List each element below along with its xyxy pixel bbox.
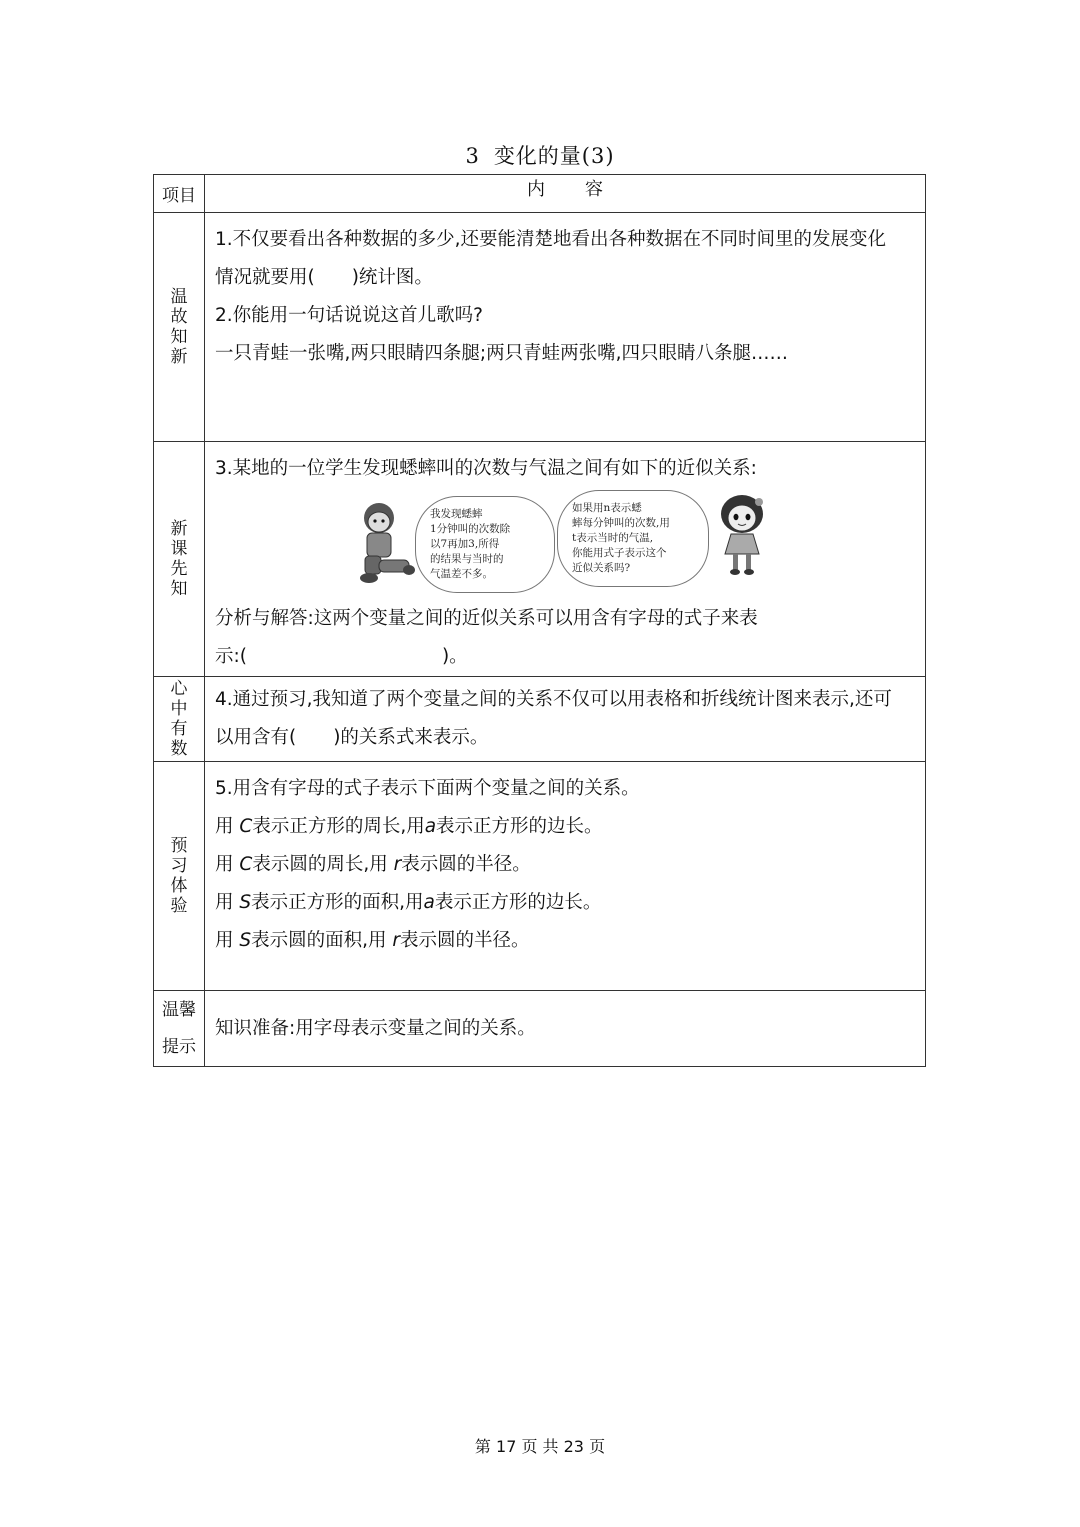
insight-line-1: 4.通过预习,我知道了两个变量之间的关系不仅可以用表格和折线统计图来表示,还可 (215, 689, 892, 710)
row-preview (154, 442, 926, 677)
boy-figure-icon (355, 500, 417, 586)
preview-answer-line-1: 分析与解答:这两个变量之间的近似关系可以用含有字母的式子来表 (215, 608, 758, 629)
practice-item-4: 用 S表示圆的面积,用 r表示圆的半径。 (215, 930, 530, 951)
review-category: 温故知新 (170, 287, 188, 367)
preview-content (205, 442, 926, 677)
row-insight (154, 677, 926, 762)
insight-category: 心中有数 (170, 679, 188, 759)
practice-content (205, 762, 926, 991)
row-tips (154, 991, 926, 1067)
preview-question: 3.某地的一位学生发现蟋蟀叫的次数与气温之间有如下的近似关系: (215, 458, 757, 479)
section-title: 变化的量(3) (493, 144, 615, 168)
practice-item-3: 用 S表示正方形的面积,用a表示正方形的边长。 (215, 892, 602, 913)
review-line-4: 一只青蛙一张嘴,两只眼睛四条腿;两只青蛙两张嘴,四只眼睛八条腿…… (215, 343, 788, 364)
review-line-1: 1.不仅要看出各种数据的多少,还要能清楚地看出各种数据在不同时间里的发展变化 (215, 229, 887, 250)
tips-content (205, 991, 926, 1067)
insight-content (205, 677, 926, 762)
practice-item-1: 用 C表示正方形的周长,用a表示正方形的边长。 (215, 816, 603, 837)
girl-figure-icon (713, 492, 771, 576)
worksheet-table (153, 174, 926, 1067)
row-review (154, 213, 926, 442)
boy-speech-bubble: 我发现蟋蟀 1分钟叫的次数除 以7再加3,所得 的结果与当时的 气温差不多。 (415, 496, 555, 593)
tips-category: 温馨提示 (162, 999, 196, 1057)
practice-item-2: 用 C表示圆的周长,用 r表示圆的半径。 (215, 854, 531, 875)
practice-intro: 5.用含有字母的式子表示下面两个变量之间的关系。 (215, 778, 640, 799)
page-footer: 第 17 页 共 23 页 (474, 1437, 606, 1456)
header-category: 项目 (154, 175, 205, 213)
girl-speech-bubble: 如果用n表示蟋 蟀每分钟叫的次数,用 t表示当时的气温, 你能用式子表示这个 近似关系吗? (557, 490, 709, 587)
preview-category: 新课先知 (170, 519, 188, 599)
review-content (205, 213, 926, 442)
header-content: 内容 (205, 175, 926, 213)
cricket-illustration (215, 490, 917, 596)
insight-line-2: 以用含有( )的关系式来表示。 (215, 727, 489, 748)
preview-answer-line-2: 示:( )。 (215, 646, 468, 667)
row-practice (154, 762, 926, 991)
section-number: 3 (465, 144, 480, 168)
page-title (0, 140, 1080, 170)
tips-text: 知识准备:用字母表示变量之间的关系。 (215, 1017, 536, 1039)
review-line-3: 2.你能用一句话说说这首儿歌吗? (215, 305, 483, 326)
practice-category: 预习体验 (170, 836, 188, 916)
header-row (154, 175, 926, 213)
review-line-2: 情况就要用( )统计图。 (215, 267, 433, 288)
